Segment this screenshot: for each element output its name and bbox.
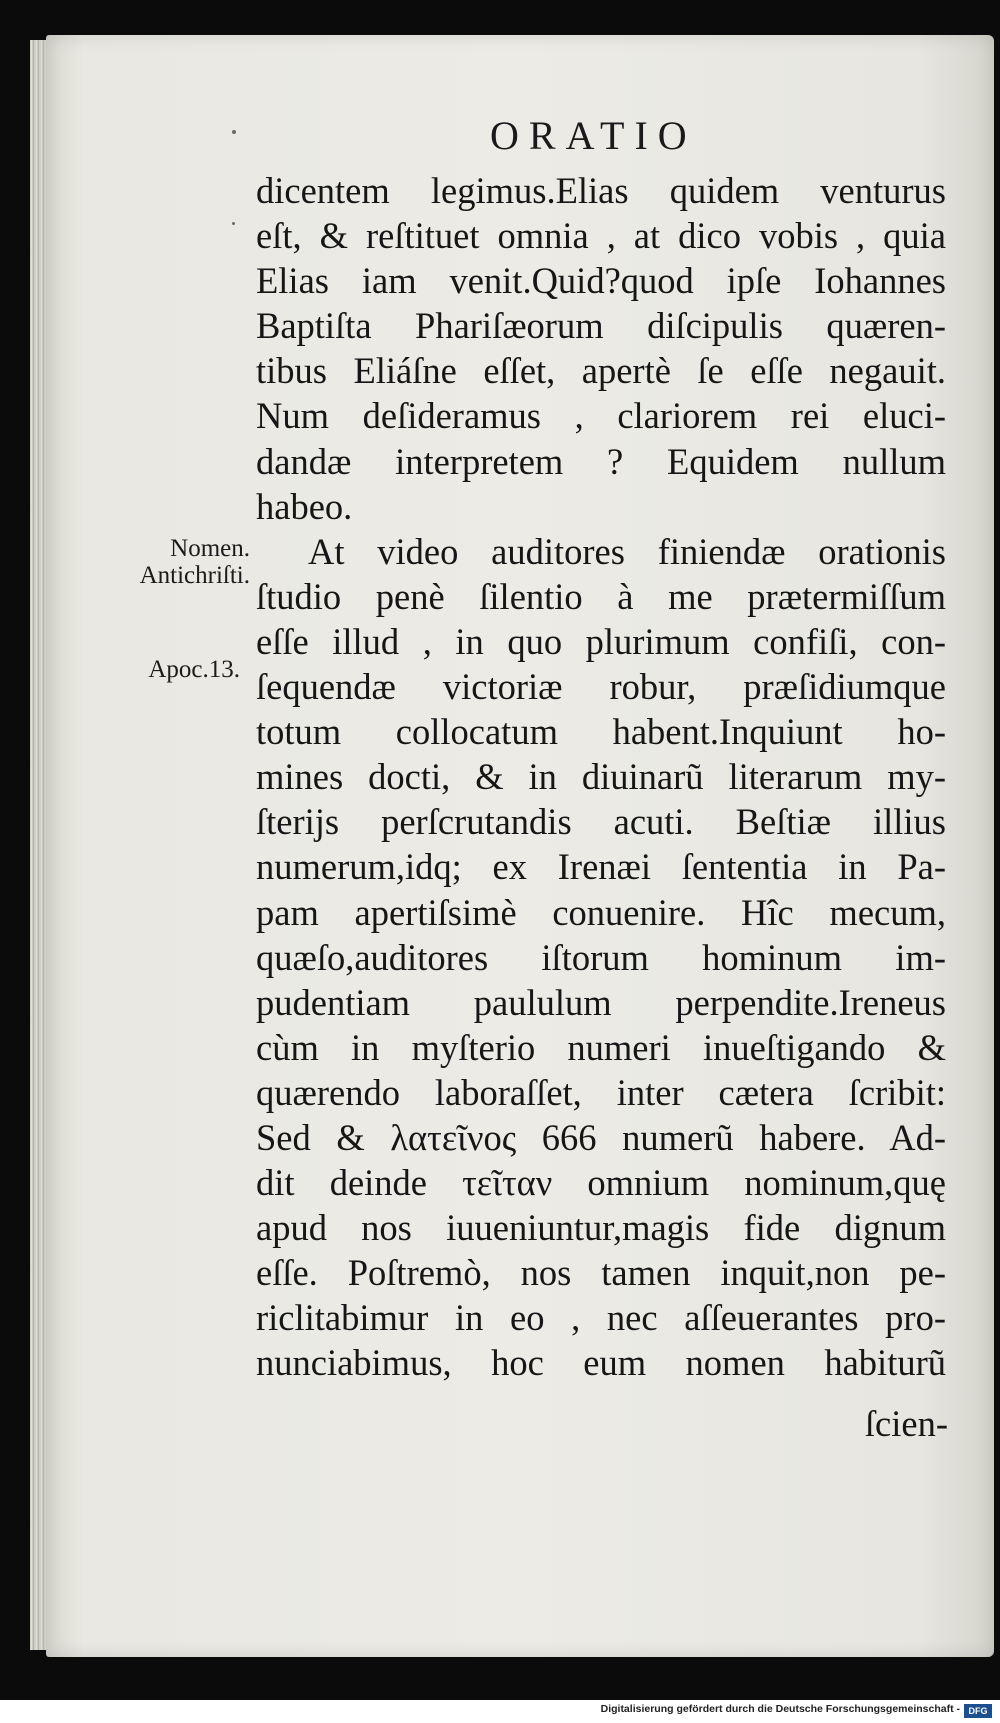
- text-line: At video auditores finiendæ orationis: [308, 530, 946, 572]
- text-line: dit deinde τεῖταν omnium nominum,quę: [256, 1162, 946, 1204]
- text-line: eſt, & reſtituet omnia , at dico vobis , quia: [256, 215, 946, 257]
- text-line: tibus Eliáſne eſſet, apertè ſe eſſe negauit.: [256, 350, 946, 392]
- margin-note-antichristi: Antichriſti.: [139, 562, 250, 589]
- text-line: Elias iam venit.Quid?quod ipſe Iohannes: [256, 260, 946, 302]
- text-line: quæſo,auditores iſtorum hominum im-: [256, 936, 946, 978]
- text-line: pudentiam paululum perpendite.Ireneus: [256, 981, 946, 1023]
- text-line: ſequendæ victoriæ robur, præſidiumque: [256, 666, 946, 708]
- text-line: riclitabimur in eo , nec aſſeuerantes pro-: [256, 1297, 946, 1339]
- text-line: Baptiſta Phariſæorum diſcipulis quæren-: [256, 305, 946, 347]
- text-line: pam apertiſsimè conuenire. Hîc mecum,: [256, 891, 946, 933]
- text-line: eſſe illud , in quo plurimum confiſi, con-: [256, 620, 946, 662]
- text-line: nunciabimus, hoc eum nomen habiturũ: [256, 1342, 946, 1384]
- running-head: ORATIO: [490, 113, 697, 158]
- text-line: numerum,idq; ex Irenæi ſententia in Pa-: [256, 846, 946, 888]
- text-line: apud nos iuueniuntur,magis fide dignum: [256, 1207, 946, 1249]
- text-line: habeo.: [256, 485, 353, 527]
- text-line: cùm in myſterio numeri inueſtigando &: [256, 1026, 946, 1068]
- dfg-logo-icon: DFG: [964, 1704, 992, 1718]
- text-line: dandæ interpretem ? Equidem nullum: [256, 440, 946, 482]
- text-line: Sed & λατεῖνος 666 numerũ habere. Ad-: [256, 1116, 946, 1158]
- footer-bar: [0, 1700, 1000, 1723]
- catchword: ſcien-: [864, 1403, 948, 1444]
- digitization-credit: Digitalisierung gefördert durch die Deutsche Forschungsgemeinschaft -: [600, 1703, 960, 1715]
- text-line: mines docti, & in diuinarũ literarum my-: [256, 756, 946, 798]
- text-line: totum collocatum habent.Inquiunt ho-: [256, 711, 946, 753]
- text-line: dicentem legimus.Elias quidem venturus: [256, 170, 946, 211]
- ink-speck: [232, 222, 235, 225]
- text-line: quærendo laboraſſet, inter cætera ſcribit:: [256, 1071, 946, 1113]
- margin-note-nomen: Nomen.: [170, 535, 250, 562]
- text-line: eſſe. Poſtremò, nos tamen inquit,non pe-: [256, 1252, 946, 1294]
- text-line: ſtudio penè ſilentio à me prætermiſſum: [256, 575, 946, 617]
- ink-speck: [232, 130, 236, 134]
- text-line: Num deſideramus , clariorem rei eluci-: [256, 395, 946, 437]
- margin-note-apoc: Apoc.13.: [148, 656, 240, 683]
- text-line: ſterijs perſcrutandis acuti. Beſtiæ illius: [256, 801, 946, 843]
- body-text: [256, 168, 946, 1386]
